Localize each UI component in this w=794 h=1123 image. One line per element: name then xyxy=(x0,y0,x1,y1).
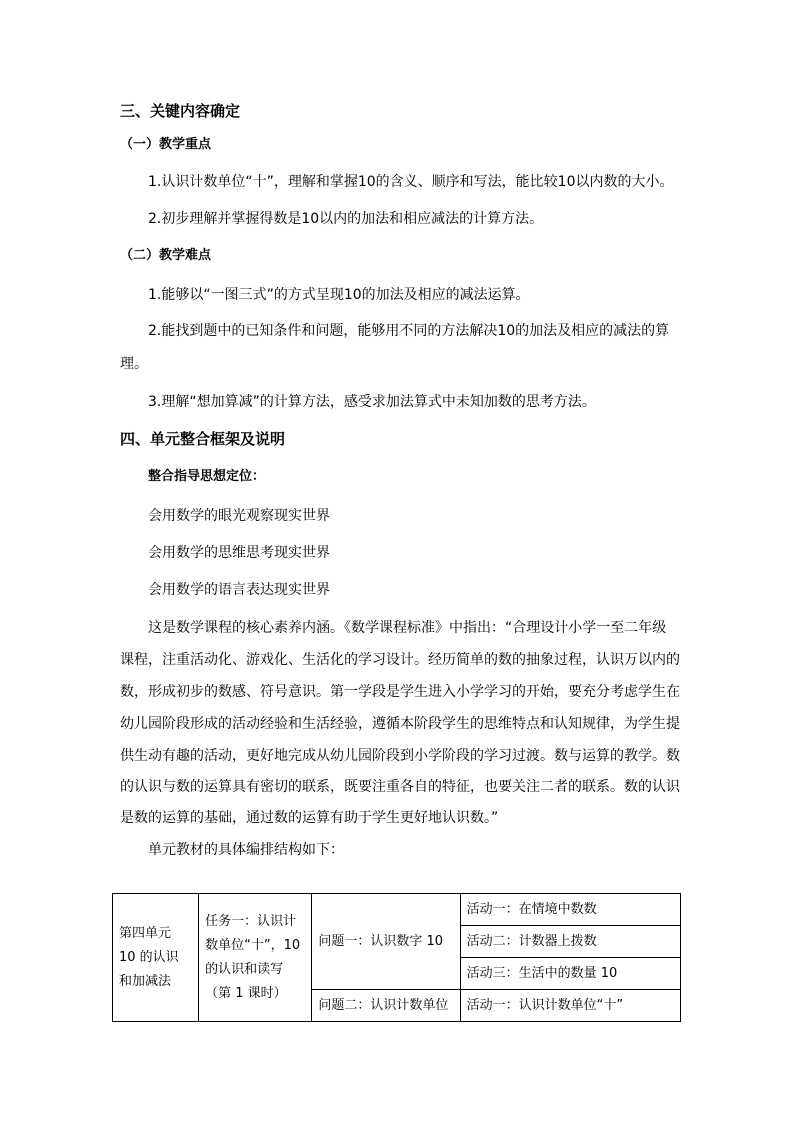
structure-intro: 单元教材的具体编排结构如下： xyxy=(148,842,344,858)
activity-1-cell: 活动一：在情境中数数 xyxy=(460,894,680,926)
activity-3-cell: 活动三：生活中的数量 10 xyxy=(460,958,680,990)
difficulty-1: 1.能够以“一图三式”的方式呈现10的加法及相应的减法运算。 xyxy=(148,287,530,303)
task-line-3: 的认识和读写 xyxy=(205,961,284,977)
paragraph-line-2: 课程，注重活动化、游戏化、生活化的学习设计。经历简单的数的抽象过程，认识万以内的 xyxy=(120,652,680,668)
problem-1-cell: 问题一：认识数字 10 xyxy=(312,894,460,990)
guide-title: 整合指导思想定位： xyxy=(148,469,266,484)
unit-line-2: 10 的认识 xyxy=(119,949,179,965)
key-point-1: 1.认识计数单位“十”，理解和掌握10的含义、顺序和写法，能比较10以内数的大小。 xyxy=(148,174,674,190)
unit-structure-table xyxy=(112,893,681,1022)
problem-2-activity-cell: 活动一：认识计数单位“十” xyxy=(460,990,680,1022)
guide-line-2: 会用数学的思维思考现实世界 xyxy=(148,545,330,561)
task-line-2: 数单位“十”，10 xyxy=(205,937,301,953)
difficulty-3: 3.理解“想加算减”的计算方法，感受求加法算式中未知加数的思考方法。 xyxy=(148,394,596,410)
difficulty-2: 2.能找到题中的已知条件和问题，能够用不同的方法解决10的加法及相应的减法的算 xyxy=(148,323,670,339)
guide-line-3: 会用数学的语言表达现实世界 xyxy=(148,582,330,598)
task-line-1: 任务一：认识计 xyxy=(205,913,297,929)
key-points-title: （一）教学重点 xyxy=(120,137,212,152)
guide-line-1: 会用数学的眼光观察现实世界 xyxy=(148,508,330,524)
paragraph-line-6: 的认识与数的运算具有密切的联系，既要注重各自的特征，也要关注二者的联系。数的认识 xyxy=(120,779,680,795)
unit-cell xyxy=(113,894,199,1022)
unit-line-1: 第四单元 xyxy=(119,925,172,941)
key-point-2: 2.初步理解并掌握得数是10以内的加法和相应减法的计算方法。 xyxy=(148,211,544,227)
difficulties-title: （二）教学难点 xyxy=(120,248,212,263)
table-row xyxy=(113,894,681,926)
problem-2-cell: 问题二：认识计数单位 xyxy=(312,990,460,1022)
paragraph-line-4: 幼儿园阶段形成的活动经验和生活经验，遵循本阶段学生的思维特点和认知规律，为学生提 xyxy=(120,716,680,732)
task-line-4: （第 1 课时） xyxy=(205,985,287,1001)
difficulty-2-cont: 理。 xyxy=(120,356,148,372)
paragraph-line-5: 供生动有趣的活动，更好地完成从幼儿园阶段到小学阶段的学习过渡。数与运算的教学。数 xyxy=(120,748,680,764)
section-3-title: 三、关键内容确定 xyxy=(120,102,241,120)
activity-2-cell: 活动二：计数器上拨数 xyxy=(460,926,680,958)
paragraph-line-1: 这是数学课程的核心素养内涵。《数学课程标准》中指出：“合理设计小学一至二年级 xyxy=(148,620,667,636)
task-cell xyxy=(199,894,312,1022)
paragraph-line-3: 数，形成初步的数感、符号意识。第一学段是学生进入小学学习的开始，要充分考虑学生在 xyxy=(120,684,680,700)
paragraph-line-7: 是数的运算的基础，通过数的运算有助于学生更好地认识数。” xyxy=(120,810,499,826)
section-4-title: 四、单元整合框架及说明 xyxy=(120,430,286,448)
unit-line-3: 和加减法 xyxy=(119,973,172,989)
